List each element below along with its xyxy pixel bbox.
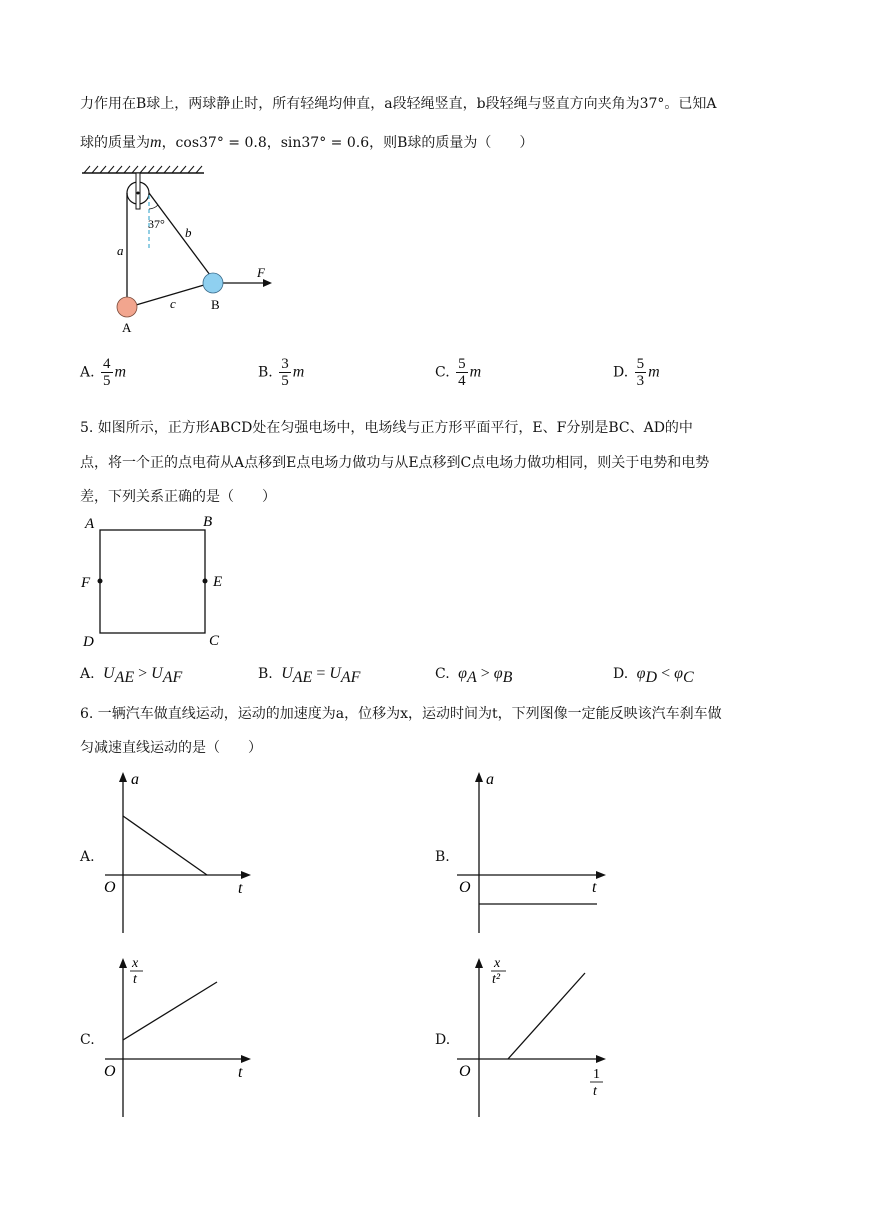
ball-a: [117, 297, 137, 317]
label-f: F: [81, 575, 91, 591]
q4-option-d-fraction: $\frac{5}{3}$: [636, 356, 645, 389]
q5-option-c[interactable]: C. $\varphi_A > \varphi_B$: [435, 665, 513, 687]
graph-c: [95, 952, 265, 1122]
q5-option-a[interactable]: A. $U_{AE} > U_{AF}$: [80, 665, 183, 687]
graph-b-x-label: t: [592, 879, 597, 896]
label-b: B: [203, 514, 213, 530]
q4-option-a-fraction: $\frac{4}{5}$: [103, 356, 111, 389]
ball-a-label: A: [122, 320, 132, 335]
graph-c-line: [123, 982, 217, 1040]
graph-b-origin: O: [459, 879, 471, 896]
graph-b-y-label: a: [486, 771, 494, 788]
q6-option-c[interactable]: C.: [80, 1032, 95, 1048]
q5-text-line-3: 差，下列关系正确的是（ ）: [80, 489, 276, 505]
q6-text-line-2: 匀减速直线运动的是（ ）: [80, 740, 262, 756]
graph-d-y-den: t²: [492, 972, 501, 987]
graph-c-y-den: t: [133, 972, 137, 987]
pulley-bracket: [136, 173, 140, 209]
graph-d-x-num: 1: [593, 1067, 600, 1082]
graph-a-y-label: a: [131, 771, 139, 788]
q5-text-line-1: 5. 如图所示，正方形ABCD处在匀强电场中，电场线与正方形平面平行，E、F分别是BC、AD的中: [80, 420, 693, 436]
rope-c-label: c: [170, 296, 176, 311]
graph-d-x-den: t: [593, 1084, 597, 1099]
q4-text-line-2-a: 球的质量为: [80, 135, 150, 151]
graph-c-x-label: t: [238, 1064, 243, 1081]
q5-option-b-expr: $U_{AE} = U_{AF}$: [281, 665, 361, 687]
angle-label: 37°: [148, 217, 165, 231]
graph-a: [95, 768, 265, 938]
graph-a-line: [123, 816, 207, 875]
graph-d-line: [508, 973, 585, 1059]
graph-c-y-arrow: [119, 958, 127, 968]
graph-b-y-arrow: [475, 772, 483, 782]
graph-a-y-arrow: [119, 772, 127, 782]
q5-option-c-expr: $\varphi_A > \varphi_B$: [458, 665, 513, 687]
graph-c-x-arrow: [241, 1055, 251, 1063]
q4-mass-var: m: [150, 134, 162, 151]
graph-d: [452, 952, 622, 1122]
q6-text-line-1: 6. 一辆汽车做直线运动，运动的加速度为a，位移为x，运动时间为t，下列图像一定能反映该汽车刹车做: [80, 706, 722, 722]
label-c: C: [209, 633, 220, 649]
graph-b: [452, 768, 622, 938]
q6-option-d[interactable]: D.: [435, 1032, 451, 1048]
label-e: E: [213, 574, 223, 590]
graph-b-x-arrow: [596, 871, 606, 879]
q4-figure: [70, 165, 290, 340]
q5-option-d-expr: $\varphi_D < \varphi_C$: [636, 665, 694, 687]
graph-c-origin: O: [104, 1063, 116, 1080]
square-abcd: [100, 530, 205, 633]
q5-text-line-2: 点，将一个正的点电荷从A点移到E点电场力做功与从E点移到C点电场力做功相同，则关于电势和电势: [80, 455, 710, 471]
q4-text-line-2: [80, 133, 533, 153]
q5-figure: [78, 510, 233, 650]
graph-a-x-label: t: [238, 880, 243, 897]
graph-c-y-num: x: [132, 956, 139, 971]
graph-d-y-arrow: [475, 958, 483, 968]
graph-a-origin: O: [104, 879, 116, 896]
graph-d-y-num: x: [494, 956, 501, 971]
q4-option-d[interactable]: D. $\frac{5}{3}$ m: [613, 356, 660, 389]
q4-option-a[interactable]: A. $\frac{4}{5}$ m: [80, 356, 127, 389]
ceiling-hatch: [84, 166, 202, 173]
q4-text-line-2-b: ，cos37° = 0.8，sin37° = 0.6，则B球的质量为（ ）: [161, 135, 534, 151]
q4-text-line-1: 力作用在B球上，两球静止时，所有轻绳均伸直，a段轻绳竖直，b段轻绳与竖直方向夹角为37°。已知A: [80, 96, 717, 112]
q5-option-b[interactable]: B. $U_{AE} = U_{AF}$: [258, 665, 361, 687]
force-label: F: [257, 265, 265, 280]
graph-d-x-arrow: [596, 1055, 606, 1063]
label-a: A: [85, 516, 95, 532]
q6-option-b[interactable]: B.: [435, 849, 450, 865]
pulley-axle: [137, 192, 140, 195]
rope-a-label: a: [117, 243, 124, 258]
q5-option-a-expr: $U_{AE} > U_{AF}$: [103, 665, 183, 687]
angle-arc: [149, 205, 158, 209]
rope-b-label: b: [185, 225, 192, 240]
graph-a-x-arrow: [241, 871, 251, 879]
label-d: D: [83, 634, 94, 650]
q4-option-c-fraction: $\frac{5}{4}$: [458, 356, 466, 389]
q4-option-b[interactable]: B. $\frac{3}{5}$ m: [258, 356, 305, 389]
q4-option-b-fraction: $\frac{3}{5}$: [281, 356, 289, 389]
q4-option-c[interactable]: C. $\frac{5}{4}$ m: [435, 356, 482, 389]
point-f: [98, 579, 103, 584]
q5-option-d[interactable]: D. $\varphi_D < \varphi_C$: [613, 665, 694, 687]
graph-d-origin: O: [459, 1063, 471, 1080]
point-e: [203, 579, 208, 584]
force-arrow-head: [263, 279, 272, 287]
q6-option-a[interactable]: A.: [80, 849, 95, 865]
ball-b-label: B: [211, 297, 220, 312]
ball-b: [203, 273, 223, 293]
